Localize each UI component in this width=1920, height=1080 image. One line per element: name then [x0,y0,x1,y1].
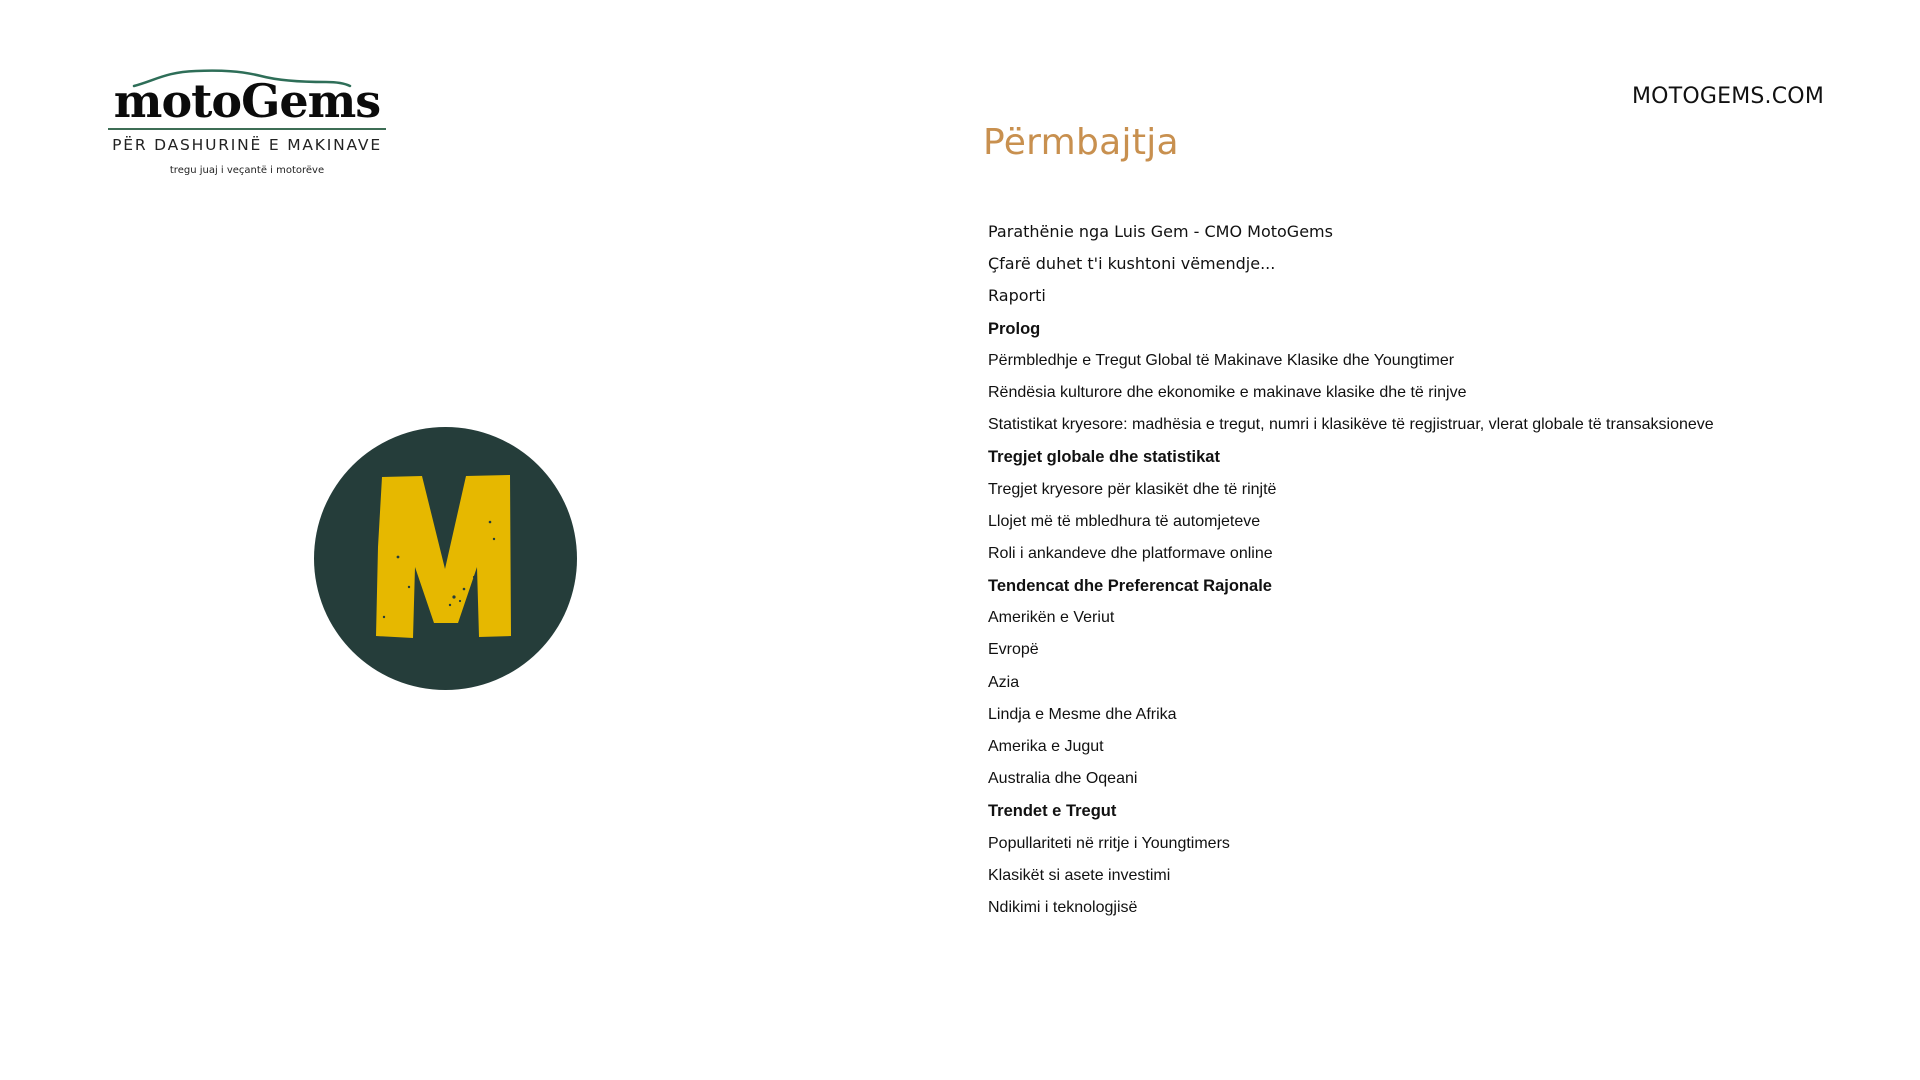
site-url[interactable]: MOTOGEMS.COM [1632,84,1824,109]
toc-entry[interactable]: Klasikët si asete investimi [988,866,1171,884]
toc-entry[interactable]: Tregjet kryesore për klasikët dhe të rinjtë [988,480,1277,498]
contents-list [988,222,1863,930]
toc-entry[interactable]: Amerika e Jugut [988,738,1104,755]
toc-section-heading[interactable]: Trendet e Tregut [988,802,1117,821]
logo-wordmark: motoGems [113,74,381,128]
logo-subline: tregu juaj i veçantë i motorëve [169,165,325,176]
toc-section-heading[interactable]: Tendencat dhe Preferencat Rajonale [988,577,1272,596]
table-of-contents [983,118,1863,930]
contents-title: Përmbajtja [983,122,1179,163]
toc-entry[interactable]: Statistikat kryesore: madhësia e tregut, numri i klasikëve të regjistruar, vlerat globale të transaksioneve [988,416,1714,434]
toc-entry[interactable]: Raporti [988,286,1046,306]
toc-section-heading[interactable]: Tregjet globale dhe statistikat [988,448,1220,467]
toc-entry[interactable]: Azia [988,673,1020,691]
toc-entry[interactable]: Evropë [988,641,1039,659]
toc-entry[interactable]: Çfarë duhet t'i kushtoni vëmendje... [988,254,1276,274]
toc-entry[interactable]: Popullariteti në rritje i Youngtimers [988,834,1230,852]
toc-entry[interactable]: Ndikimi i teknologjisë [988,898,1138,916]
brand-logo [108,68,386,184]
m-badge-icon [314,427,577,690]
toc-entry[interactable]: Roli i ankandeve dhe platformave online [988,544,1273,562]
toc-entry[interactable]: Parathënie nga Luis Gem - CMO MotoGems [988,222,1333,241]
toc-section-heading[interactable]: Prolog [988,319,1041,338]
logo-divider [108,128,386,130]
toc-entry[interactable]: Rëndësia kulturore dhe ekonomike e makinave klasike dhe të rinjve [988,383,1467,401]
toc-entry[interactable]: Amerikën e Veriut [988,609,1115,627]
toc-entry[interactable]: Lindja e Mesme dhe Afrika [988,705,1177,723]
toc-entry[interactable]: Llojet më të mbledhura të automjeteve [988,512,1261,530]
toc-entry[interactable]: Përmbledhje e Tregut Global të Makinave Klasike dhe Youngtimer [988,351,1455,369]
toc-entry[interactable]: Australia dhe Oqeani [988,770,1138,788]
logo-tagline: PËR DASHURINË E MAKINAVE [112,136,382,154]
